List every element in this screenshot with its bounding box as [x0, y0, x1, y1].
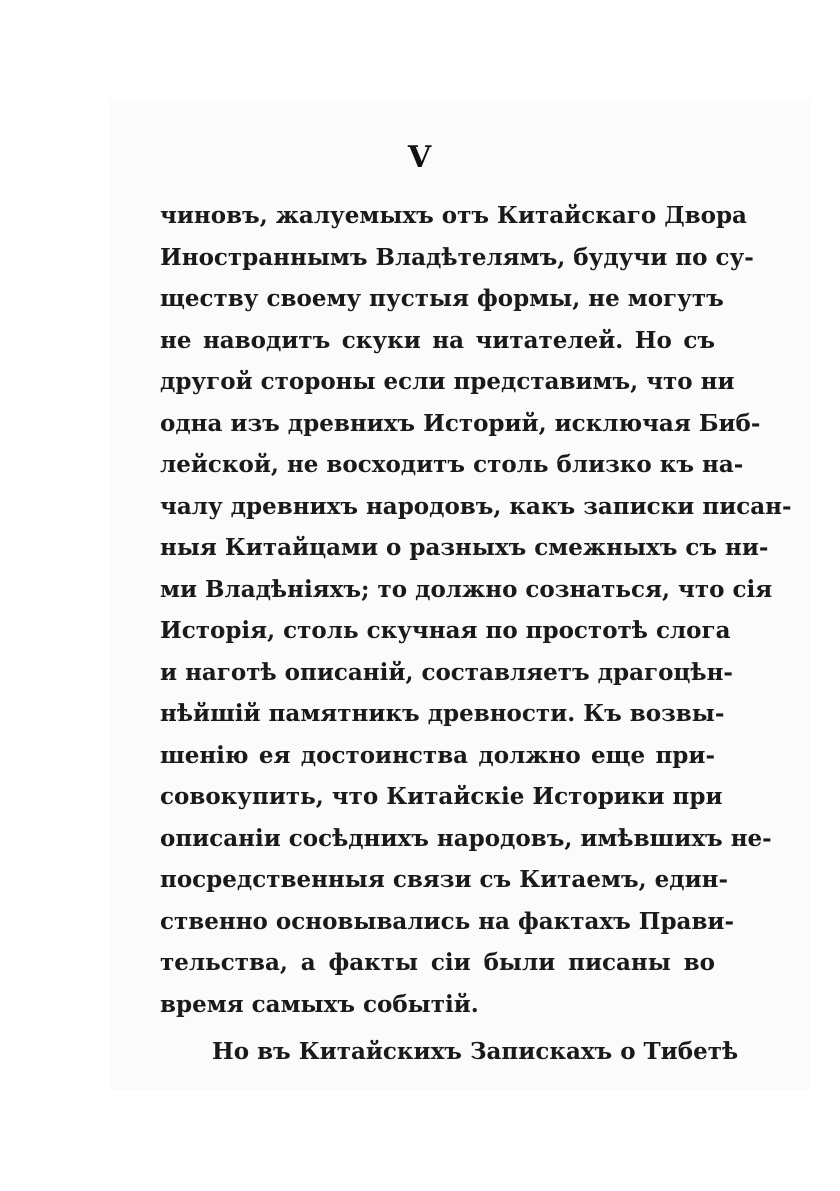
text-line: чалу древнихъ народовъ, какъ записки писан- — [160, 492, 792, 520]
text-line: ственно основывались на фактахъ Прави- — [160, 907, 735, 935]
text-line: другой стороны если представимъ, что ни — [160, 368, 735, 395]
text-line: посредственныя связи съ Китаемъ, един- — [160, 866, 729, 893]
text-line: описаніи сосѣднихъ народовъ, имѣвшихъ не- — [160, 824, 772, 852]
text-line: время самыхъ событій. — [160, 990, 479, 1018]
text-line: не наводитъ скуки на читателей. Но съ — [160, 326, 715, 354]
text-line: шенію ея достоинства должно еще при- — [160, 741, 715, 769]
text-line: и наготѣ описаній, составляетъ драгоцѣн- — [160, 658, 733, 686]
text-line: нѣйшій памятникъ древности. Къ возвы- — [160, 700, 725, 727]
body-text — [160, 195, 792, 1073]
text-line: ми Владѣніяхъ; то должно сознаться, что сія — [160, 575, 773, 603]
text-line: ществу своему пустыя формы, не могутъ — [160, 285, 724, 312]
text-line: ныя Китайцами о разныхъ смежныхъ съ ни- — [160, 534, 769, 561]
text-line: совокупить, что Китайскіе Историки при — [160, 783, 723, 810]
text-line: Иностраннымъ Владѣтелямъ, будучи по су- — [160, 243, 754, 271]
text-line: тельства, а факты сіи были писаны во — [160, 949, 715, 976]
text-line: лейской, не восходитъ столь близко къ на- — [160, 451, 744, 478]
text-line: чиновъ, жалуемыхъ отъ Китайскаго Двора — [160, 202, 747, 229]
text-line: одна изъ древнихъ Историй, исключая Биб- — [160, 409, 761, 437]
paragraph-start-line: Но въ Китайскихъ Запискахъ о Тибетѣ — [212, 1038, 739, 1065]
text-line: Исторія, столь скучная по простотѣ слога — [160, 617, 731, 644]
page-number: V — [407, 140, 433, 175]
